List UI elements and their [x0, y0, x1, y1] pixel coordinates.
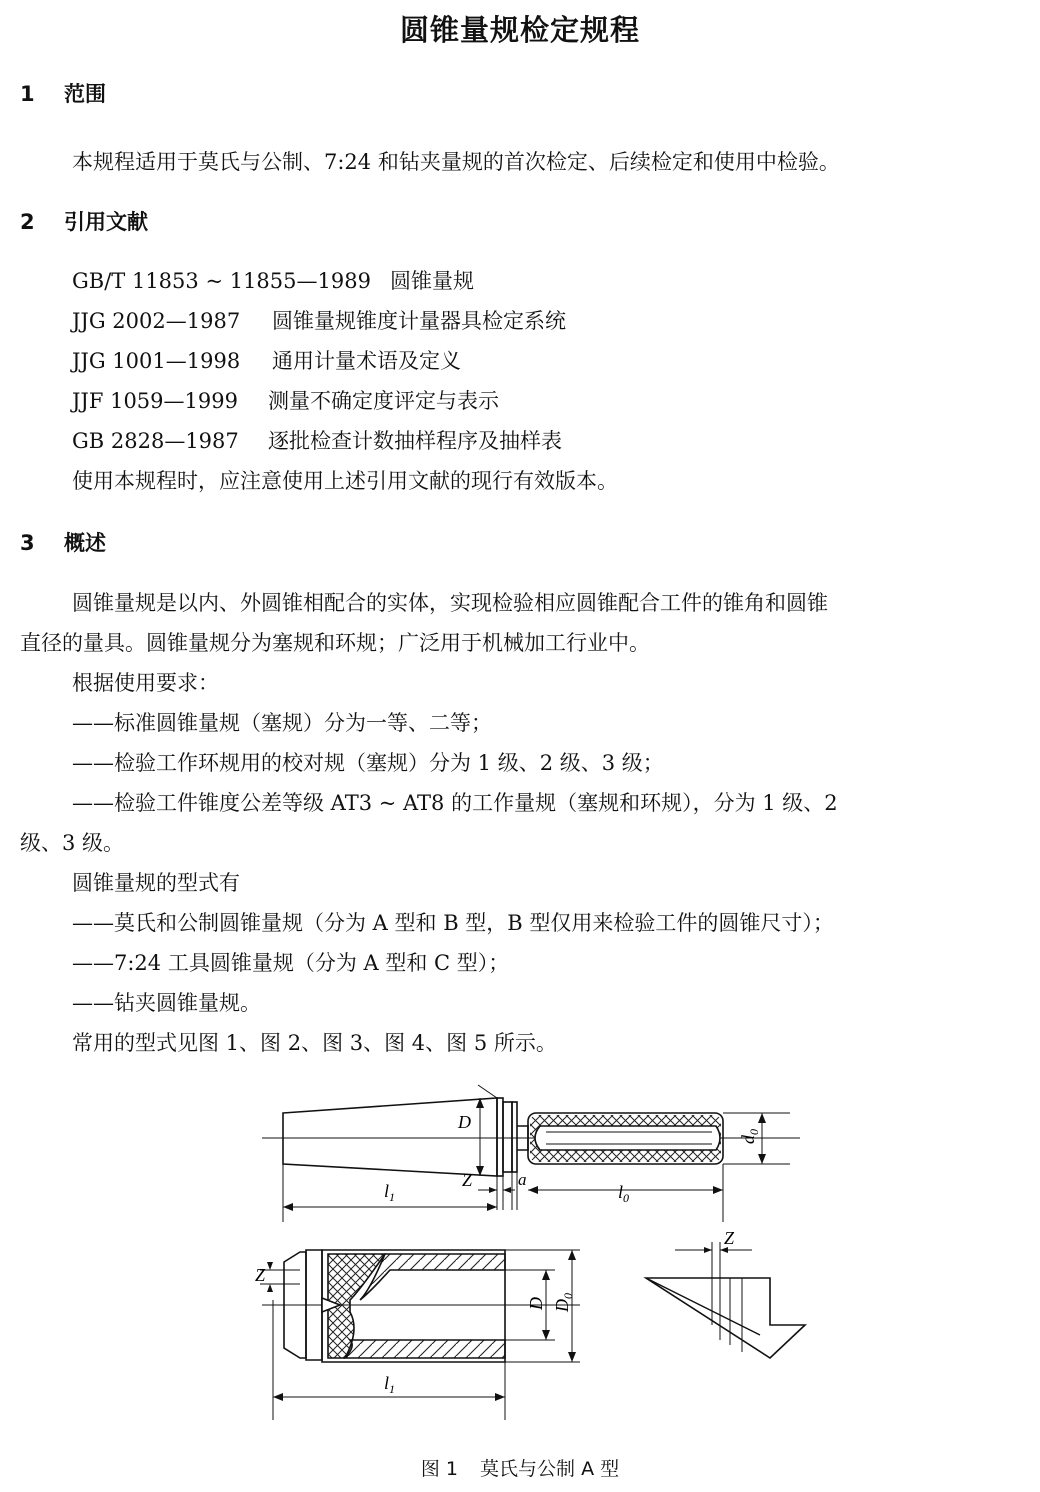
reference-note: 使用本规程时，应注意使用上述引用文献的现行有效版本。 [72, 469, 618, 493]
section-3-heading [20, 527, 106, 557]
document-title: 圆锥量规检定规程 [399, 13, 640, 47]
reference-item [72, 265, 474, 295]
label-D-ring: D [526, 1297, 546, 1310]
plug-step [497, 1098, 503, 1176]
reference-code: JJG 2002—1987 [72, 309, 241, 333]
reference-title: 圆锥量规锥度计量器具检定系统 [272, 309, 566, 333]
label-d0: $d_0$ [738, 1129, 761, 1144]
section-number: 1 [20, 82, 35, 106]
type-list-item: ——莫氏和公制圆锥量规（分为 A 型和 B 型，B 型仅用来检验工件的圆锥尺寸）； [72, 911, 834, 935]
reference-item [72, 425, 562, 455]
section-number: 3 [20, 531, 35, 555]
label-D0-ring: $D_0$ [552, 1293, 575, 1312]
reference-title: 通用计量术语及定义 [272, 349, 461, 373]
label-D: D [458, 1112, 471, 1132]
label-a: a [518, 1170, 527, 1189]
figure-number: 图 1 [420, 1458, 459, 1480]
reference-title: 逐批检查计数抽样程序及抽样表 [268, 429, 562, 453]
plug-cone [283, 1098, 497, 1176]
section-number: 2 [20, 210, 35, 234]
usage-list-item-continued: 级、3 级。 [20, 831, 125, 855]
usage-intro: 根据使用要求： [72, 671, 219, 695]
label-l1-ring: $l_1$ [384, 1373, 396, 1396]
section-title: 概述 [64, 531, 106, 555]
reference-code: GB/T 11853 ~ 11855—1989 [72, 269, 371, 293]
figure-caption-text: 莫氏与公制 A 型 [480, 1458, 620, 1480]
overview-paragraph-line: 圆锥量规是以内、外圆锥相配合的实体，实现检验相应圆锥配合工件的锥角和圆锥 [72, 591, 828, 615]
usage-list-item: ——检验工件锥度公差等级 AT3 ~ AT8 的工作量规（塞规和环规），分为 1 级、2 [72, 791, 838, 815]
plug-gauge-view [262, 1085, 800, 1222]
figure-1-drawing [0, 1078, 1040, 1448]
section-title: 引用文献 [64, 210, 148, 234]
label-l0: $l_0$ [618, 1182, 630, 1205]
figure-caption [0, 1454, 1040, 1481]
label-l1: $l_1$ [384, 1181, 396, 1204]
reference-title: 圆锥量规 [390, 269, 474, 293]
ring-gauge-view [260, 1250, 580, 1420]
scope-paragraph: 本规程适用于莫氏与公制、7:24 和钻夹量规的首次检定、后续检定和使用中检验。 [72, 150, 840, 174]
reference-code: JJG 1001—1998 [72, 349, 241, 373]
section-1-heading [20, 78, 106, 108]
label-Z: Z [462, 1170, 473, 1190]
usage-list-item: ——标准圆锥量规（塞规）分为一等、二等； [72, 711, 492, 735]
reference-item [72, 305, 566, 335]
reference-code: JJF 1059—1999 [72, 389, 238, 413]
reference-item [72, 345, 461, 375]
type-list-item: ——7:24 工具圆锥量规（分为 A 型和 C 型）； [72, 951, 510, 975]
reference-title: 测量不确定度评定与表示 [268, 389, 499, 413]
usage-list-item: ——检验工作环规用的校对规（塞规）分为 1 级、2 级、3 级； [72, 751, 664, 775]
type-list-item: ——钻夹圆锥量规。 [72, 991, 261, 1015]
section-title: 范围 [64, 82, 106, 106]
figures-note: 常用的型式见图 1、图 2、图 3、图 4、图 5 所示。 [72, 1031, 557, 1055]
detail-view [646, 1242, 805, 1358]
overview-paragraph-line: 直径的量具。圆锥量规分为塞规和环规；广泛用于机械加工行业中。 [20, 631, 650, 655]
types-intro: 圆锥量规的型式有 [72, 871, 240, 895]
section-2-heading [20, 206, 148, 236]
label-Z-detail: Z [724, 1228, 735, 1248]
reference-item [72, 385, 499, 415]
label-Z-ring: Z [255, 1265, 266, 1285]
reference-code: GB 2828—1987 [72, 429, 239, 453]
